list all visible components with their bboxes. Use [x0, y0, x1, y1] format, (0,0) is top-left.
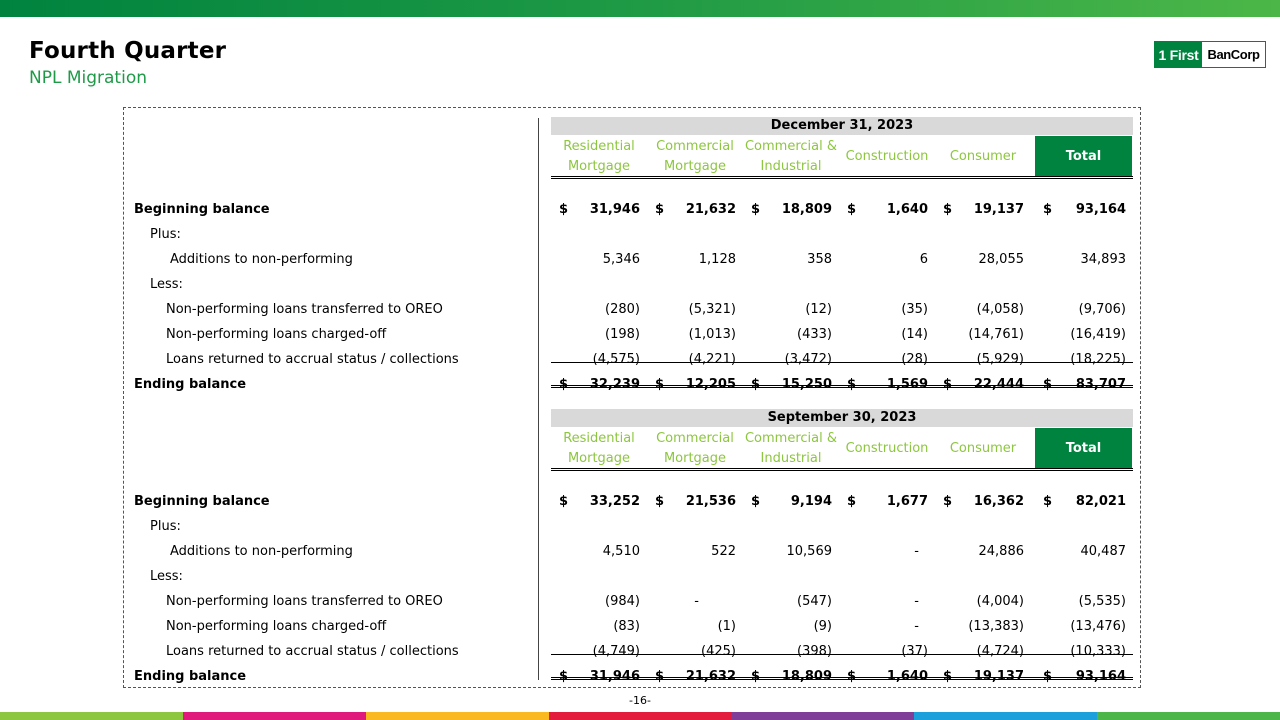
currency-symbol: $ [751, 377, 761, 392]
column-header [935, 428, 1031, 469]
table-cell: (5,535) [1078, 594, 1126, 609]
subtotal-rule [551, 654, 1133, 655]
header-double-rule [551, 468, 1133, 471]
stripe-segment [549, 712, 732, 720]
column-header-line: Commercial [656, 138, 734, 154]
table-cell: 358 [807, 252, 832, 267]
column-header-line: Construction [845, 148, 929, 164]
table-cell: (12) [805, 302, 832, 317]
firstbancorp-logo [1154, 41, 1266, 68]
table-cell: 1,569 [886, 377, 928, 392]
table-cell: (13,476) [1070, 619, 1126, 634]
table-cell: 21,632 [685, 669, 736, 684]
table-cell: (9,706) [1078, 302, 1126, 317]
table-cell: (4,749) [592, 644, 640, 659]
table-cell: (16,419) [1070, 327, 1126, 342]
row-label-less: Less: [150, 277, 183, 292]
column-header [647, 136, 743, 177]
currency-symbol: $ [847, 494, 857, 509]
table-cell: 22,444 [973, 377, 1024, 392]
column-header-label [563, 429, 635, 469]
column-header-label [1066, 439, 1102, 459]
table-cell: 21,536 [685, 494, 736, 509]
table-cell: 28,055 [978, 252, 1024, 267]
currency-symbol: $ [943, 669, 953, 684]
currency-symbol: $ [655, 494, 665, 509]
column-header-line: Total [1065, 440, 1102, 456]
column-header-label [563, 137, 635, 177]
bottom-color-stripe [0, 712, 1280, 720]
row-label-oreo: Non-performing loans transferred to OREO [166, 594, 443, 609]
row-label-beginning: Beginning balance [134, 494, 270, 509]
currency-symbol: $ [655, 669, 665, 684]
table-cell: - [914, 544, 919, 559]
table-cell: - [914, 594, 919, 609]
table-cell: 10,569 [786, 544, 832, 559]
currency-symbol: $ [847, 377, 857, 392]
table-cell: 31,946 [589, 669, 640, 684]
table-cell: 15,250 [781, 377, 832, 392]
column-header-line: Mortgage [567, 158, 631, 174]
row-label-returned: Loans returned to accrual status / collections [166, 644, 459, 659]
table-cell: 21,632 [685, 202, 736, 217]
currency-symbol: $ [943, 494, 953, 509]
column-header [1035, 428, 1132, 469]
currency-symbol: $ [1043, 202, 1053, 217]
table-cell: 1,640 [886, 202, 928, 217]
table-cell: 19,137 [973, 202, 1024, 217]
row-label-returned: Loans returned to accrual status / collections [166, 352, 459, 367]
table-cell: 5,346 [602, 252, 640, 267]
column-header-label [950, 147, 1016, 167]
row-label-less: Less: [150, 569, 183, 584]
row-label-additions: Additions to non-performing [170, 252, 353, 267]
column-header-line: Residential [563, 138, 635, 154]
table-cell: (198) [605, 327, 640, 342]
table-cell: 1,640 [886, 669, 928, 684]
column-header-label [656, 429, 734, 469]
column-header [935, 136, 1031, 177]
table-cell: 1,677 [886, 494, 928, 509]
column-header-line: Commercial [656, 430, 734, 446]
column-header-line: Industrial [760, 450, 822, 466]
logo-mark: 1 First [1155, 42, 1202, 67]
currency-symbol: $ [559, 494, 569, 509]
stripe-segment [183, 712, 366, 720]
column-header [839, 428, 935, 469]
subtotal-rule [551, 362, 1133, 363]
table-cell: (83) [613, 619, 640, 634]
table-cell: 12,205 [685, 377, 736, 392]
currency-symbol: $ [847, 202, 857, 217]
column-header [743, 428, 839, 469]
column-header [551, 136, 647, 177]
table-cell: 93,164 [1075, 669, 1126, 684]
table-cell: (13,383) [968, 619, 1024, 634]
period-header: December 31, 2023 [551, 117, 1133, 135]
row-label-charged-off: Non-performing loans charged-off [166, 619, 387, 634]
currency-symbol: $ [655, 202, 665, 217]
table-cell: - [694, 594, 699, 609]
table-cell: 18,809 [781, 202, 832, 217]
table-cell: (280) [605, 302, 640, 317]
table-cell: (5,929) [976, 352, 1024, 367]
row-label-charged-off: Non-performing loans charged-off [166, 327, 387, 342]
page-title: Fourth Quarter [29, 38, 227, 64]
total-double-rule [551, 385, 1133, 388]
page-number: -16- [629, 694, 651, 707]
table-cell: (1,013) [688, 327, 736, 342]
column-header-label [950, 439, 1016, 459]
column-header [743, 136, 839, 177]
table-cell: 18,809 [781, 669, 832, 684]
stripe-segment [366, 712, 549, 720]
column-header-line: Construction [845, 440, 929, 456]
row-label-plus: Plus: [150, 519, 181, 534]
column-header-label [745, 429, 837, 469]
column-header [1035, 136, 1132, 177]
table-cell: 4,510 [602, 544, 640, 559]
table-cell: 6 [919, 252, 928, 267]
table-cell: 34,893 [1080, 252, 1126, 267]
row-label-beginning: Beginning balance [134, 202, 270, 217]
currency-symbol: $ [559, 202, 569, 217]
column-header-line: Commercial & [744, 138, 838, 154]
currency-symbol: $ [655, 377, 665, 392]
table-cell: (14) [901, 327, 928, 342]
table-cell: 82,021 [1075, 494, 1126, 509]
table-cell: (398) [797, 644, 832, 659]
column-header [551, 428, 647, 469]
stripe-segment [0, 712, 183, 720]
column-header-line: Mortgage [567, 450, 631, 466]
table-cell: (35) [901, 302, 928, 317]
label-divider-line [538, 118, 539, 680]
top-accent-bar [0, 0, 1280, 17]
table-cell: 83,707 [1075, 377, 1126, 392]
column-header-line: Residential [563, 430, 635, 446]
table-cell: (10,333) [1070, 644, 1126, 659]
row-label-plus: Plus: [150, 227, 181, 242]
currency-symbol: $ [1043, 494, 1053, 509]
table-cell: 32,239 [589, 377, 640, 392]
table-cell: 40,487 [1080, 544, 1126, 559]
table-cell: 522 [711, 544, 736, 559]
table-cell: (4,058) [976, 302, 1024, 317]
currency-symbol: $ [559, 669, 569, 684]
table-cell: (1) [717, 619, 736, 634]
currency-symbol: $ [847, 669, 857, 684]
currency-symbol: $ [751, 202, 761, 217]
page-subtitle: NPL Migration [29, 68, 147, 88]
period-header: September 30, 2023 [551, 409, 1133, 427]
currency-symbol: $ [943, 377, 953, 392]
row-label-additions: Additions to non-performing [170, 544, 353, 559]
table-cell: 93,164 [1075, 202, 1126, 217]
column-header-line: Total [1065, 148, 1102, 164]
logo-wordmark: BanCorp [1202, 42, 1265, 67]
column-header-line: Industrial [760, 158, 822, 174]
column-header-label [846, 147, 929, 167]
table-cell: 1,128 [698, 252, 736, 267]
row-label-oreo: Non-performing loans transferred to OREO [166, 302, 443, 317]
table-cell: 31,946 [589, 202, 640, 217]
table-cell: 24,886 [978, 544, 1024, 559]
column-header-line: Mortgage [663, 158, 727, 174]
row-label-ending: Ending balance [134, 377, 247, 392]
table-cell: (4,724) [976, 644, 1024, 659]
total-double-rule [551, 677, 1133, 680]
table-cell: (433) [797, 327, 832, 342]
column-header [647, 428, 743, 469]
currency-symbol: $ [751, 669, 761, 684]
currency-symbol: $ [943, 202, 953, 217]
stripe-segment [731, 712, 914, 720]
table-cell: 9,194 [790, 494, 832, 509]
column-header-label [656, 137, 734, 177]
column-header [839, 136, 935, 177]
currency-symbol: $ [751, 494, 761, 509]
table-cell: (4,004) [976, 594, 1024, 609]
stripe-segment [914, 712, 1097, 720]
currency-symbol: $ [1043, 377, 1053, 392]
table-cell: (37) [901, 644, 928, 659]
table-cell: 19,137 [973, 669, 1024, 684]
table-cell: (3,472) [784, 352, 832, 367]
row-label-ending: Ending balance [134, 669, 247, 684]
table-cell: 16,362 [973, 494, 1024, 509]
column-header-line: Mortgage [663, 450, 727, 466]
table-cell: (425) [701, 644, 736, 659]
table-cell: (9) [813, 619, 832, 634]
column-header-line: Consumer [949, 440, 1017, 456]
column-header-label [1066, 147, 1102, 167]
column-header-line: Consumer [949, 148, 1017, 164]
column-header-label [745, 137, 837, 177]
table-cell: (28) [901, 352, 928, 367]
table-cell: (14,761) [968, 327, 1024, 342]
table-cell: (18,225) [1070, 352, 1126, 367]
table-cell: (984) [605, 594, 640, 609]
table-cell: (5,321) [688, 302, 736, 317]
column-header-line: Commercial & [744, 430, 838, 446]
table-cell: (547) [797, 594, 832, 609]
table-cell: (4,575) [592, 352, 640, 367]
header-double-rule [551, 176, 1133, 179]
column-header-label [846, 439, 929, 459]
table-cell: (4,221) [688, 352, 736, 367]
table-cell: 33,252 [589, 494, 640, 509]
table-cell: - [914, 619, 919, 634]
currency-symbol: $ [559, 377, 569, 392]
currency-symbol: $ [1043, 669, 1053, 684]
stripe-segment [1097, 712, 1280, 720]
